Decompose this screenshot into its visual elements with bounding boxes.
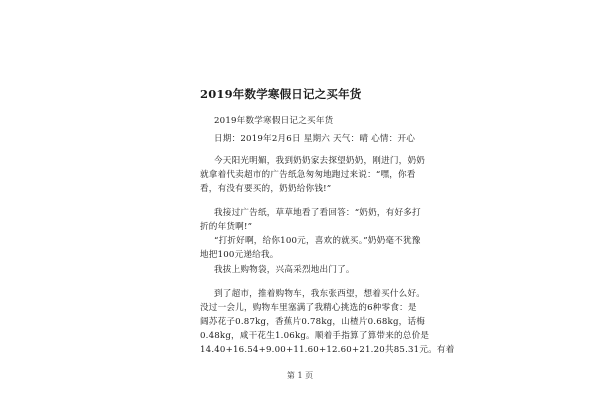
- paragraph-line: 我拔上购物袋，兴高采烈地出门了。: [214, 265, 355, 275]
- paragraph-line: 0.48kg，咸干花生1.06kg。顺着手指算了算带来的总价是: [200, 331, 430, 341]
- paragraph-line: 折的年货啊!”: [200, 222, 253, 232]
- paragraph-line: 今天阳光明媚，我到奶奶家去探望奶奶，刚进门，奶奶: [214, 156, 426, 166]
- document-title: 2019年数学寒假日记之买年货: [200, 87, 362, 101]
- document-subtitle: 2019年数学寒假日记之买年货: [214, 116, 334, 126]
- page-number: 第 1 页: [286, 371, 314, 380]
- paragraph-line: “打折好啊，给你100元，喜欢的就买。”奶奶毫不犹豫: [214, 236, 421, 246]
- paragraph-line: 14.40+16.54+9.00+11.60+12.60+21.20共85.31元。有着: [200, 345, 455, 355]
- paragraph-line: 我接过广告纸，草草地看了看回答：“奶奶，有好多打: [214, 208, 421, 218]
- paragraph-line: 地把100元递给我。: [200, 250, 279, 260]
- paragraph-line: 没过一会儿，购物车里塞满了我精心挑选的6种零食：是: [200, 303, 417, 313]
- paragraph-line: 就拿着代卖超市的广告纸急匆匆地跑过来说：“嘿，你看: [200, 170, 416, 180]
- date-line: 日期：2019年2月6日 星期六 天气：晴 心情：开心: [214, 134, 416, 144]
- paragraph-line: 阔苏花子0.87kg，香蕉片0.78kg，山楂片0.68kg，话梅: [200, 317, 426, 327]
- paragraph-line: 到了超市，推着购物车，我东张西望，想着买什么好。: [214, 289, 426, 299]
- paragraph-line: 看，有没有要买的，奶奶给你钱!”: [200, 184, 332, 194]
